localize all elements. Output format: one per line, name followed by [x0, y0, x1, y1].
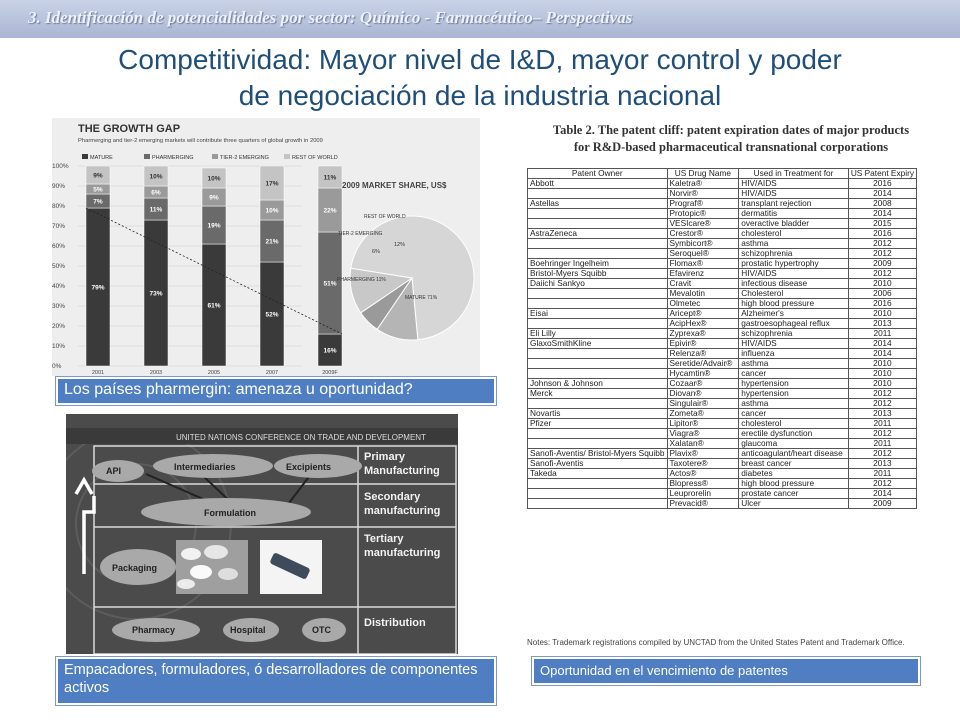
table-row [528, 229, 917, 239]
cell-drug: VESIcare® [667, 219, 739, 229]
cell-expiry: 2016 [848, 299, 916, 309]
bar-value-label: 9% [93, 172, 103, 180]
table-row [528, 369, 917, 379]
cell-treatment: asthma [739, 399, 849, 409]
patent-table-title [525, 122, 937, 156]
cell-treatment: Ulcer [739, 499, 849, 509]
cell-drug: Zometa® [667, 409, 739, 419]
pie-label-rest: REST OF WORLD [364, 214, 406, 220]
table-row [528, 329, 917, 339]
cell-drug: Diovan® [667, 389, 739, 399]
y-tick-label: 80% [52, 203, 66, 210]
node-intermediaries-label: Intermediaries [174, 462, 236, 472]
cell-treatment: cholesterol [739, 229, 849, 239]
cell-owner: Eisai [528, 309, 668, 319]
cell-owner [528, 299, 668, 309]
cell-drug: Leuprorelin [667, 489, 739, 499]
cell-treatment: dermatitis [739, 209, 849, 219]
table-row [528, 199, 917, 209]
patent-cliff-table-panel [525, 118, 937, 648]
cell-treatment: gastroesophageal reflux [739, 319, 849, 329]
y-tick-label: 20% [52, 323, 66, 330]
stage-distribution: Distribution [364, 617, 426, 629]
slide-title-line2: de negociación de la industria nacional [238, 80, 722, 111]
cell-treatment: HIV/AIDS [739, 269, 849, 279]
cell-treatment: overactive bladder [739, 219, 849, 229]
y-tick-label: 10% [52, 343, 66, 350]
cell-drug: Epivir® [667, 339, 739, 349]
cell-expiry: 2012 [848, 249, 916, 259]
table-row [528, 309, 917, 319]
patent-cliff-table [527, 168, 917, 509]
diagram-banner: UNITED NATIONS CONFERENCE ON TRADE AND DEVELOPMENT [176, 433, 426, 442]
bar-value-label: 19% [207, 222, 221, 230]
cell-expiry: 2016 [848, 179, 916, 189]
growth-gap-chart-panel [52, 118, 480, 376]
stage-tertiary: Tertiary manufacturing [364, 533, 441, 559]
cell-drug: Aricept® [667, 309, 739, 319]
cell-expiry: 2011 [848, 469, 916, 479]
pie-pct-rest: 12% [394, 242, 406, 248]
y-tick-label: 100% [52, 163, 69, 170]
cell-drug: Viagra® [667, 429, 739, 439]
cell-drug: Lipitor® [667, 419, 739, 429]
table-row [528, 299, 917, 309]
cell-treatment: prostatic hypertrophy [739, 259, 849, 269]
table-row [528, 429, 917, 439]
bar-value-label: 73% [149, 290, 163, 298]
x-tick-label: 2003 [149, 370, 163, 376]
cell-treatment: breast cancer [739, 459, 849, 469]
bar-value-label: 51% [323, 280, 337, 288]
table-row [528, 269, 917, 279]
x-tick-label: 2007 [265, 370, 279, 376]
bar-value-label: 11% [323, 174, 337, 182]
legend-label-pharmerging: PHARMERGING [152, 155, 194, 161]
bar-value-label: 10% [265, 207, 279, 215]
slide-title-line1: Competitividad: Mayor nivel de I&D, mayor control y poder [118, 44, 842, 75]
cell-treatment: cancer [739, 409, 849, 419]
legend-swatch-rest [284, 154, 290, 159]
cell-drug: Xalatan® [667, 439, 739, 449]
cell-drug: Prograf® [667, 199, 739, 209]
cell-owner [528, 209, 668, 219]
table-row [528, 359, 917, 369]
cell-expiry: 2014 [848, 349, 916, 359]
bar-value-label: 79% [91, 284, 105, 292]
chart-legend [82, 154, 338, 161]
table-row [528, 339, 917, 349]
legend-label-mature: MATURE [90, 155, 113, 161]
cell-drug: Norvir® [667, 189, 739, 199]
stage-primary: Primary Manufacturing [364, 451, 440, 477]
cell-treatment: infectious disease [739, 279, 849, 289]
y-tick-label: 50% [52, 263, 66, 270]
node-packaging-label: Packaging [112, 563, 158, 573]
cell-owner: Bristol-Myers Squibb [528, 269, 668, 279]
col-header-owner: Patent Owner [528, 169, 668, 179]
cell-owner [528, 369, 668, 379]
table-row [528, 439, 917, 449]
cell-treatment: glaucoma [739, 439, 849, 449]
cell-expiry: 2006 [848, 289, 916, 299]
cell-drug: Flomax® [667, 259, 739, 269]
cell-expiry: 2016 [848, 229, 916, 239]
cell-owner: Novartis [528, 409, 668, 419]
cell-expiry: 2014 [848, 209, 916, 219]
pills-photo [176, 540, 248, 594]
cell-expiry: 2013 [848, 459, 916, 469]
table-row [528, 319, 917, 329]
growth-gap-chart [52, 118, 480, 376]
cell-owner: Boehringer Ingelheim [528, 259, 668, 269]
cell-owner [528, 439, 668, 449]
cell-treatment: Alzheimer's [739, 309, 849, 319]
cell-expiry: 2012 [848, 449, 916, 459]
cell-drug: Cravit [667, 279, 739, 289]
cell-expiry: 2012 [848, 269, 916, 279]
cell-owner: GlaxoSmithKline [528, 339, 668, 349]
legend-swatch-pharmerging [144, 154, 150, 159]
pill-5 [177, 579, 195, 589]
node-pharmacy-label: Pharmacy [132, 625, 176, 635]
cell-expiry: 2012 [848, 399, 916, 409]
bar-value-label: 6% [151, 189, 161, 197]
cell-treatment: anticoagulant/heart disease [739, 449, 849, 459]
cell-expiry: 2008 [848, 199, 916, 209]
pill-3 [190, 565, 212, 579]
table-row [528, 409, 917, 419]
table-row [528, 379, 917, 389]
legend-swatch-mature [82, 154, 88, 159]
section-header-text: 3. Identificación de potencialidades por sector: Químico - Farmacéutico– Perspectivas [28, 8, 633, 27]
cell-owner: Daiichi Sankyo [528, 279, 668, 289]
cell-owner: Eli Lilly [528, 329, 668, 339]
bar-value-label: 17% [265, 180, 279, 188]
table-row [528, 179, 917, 189]
cell-expiry: 2014 [848, 339, 916, 349]
cell-treatment: HIV/AIDS [739, 179, 849, 189]
col-header-drug: US Drug Name [667, 169, 739, 179]
cell-treatment: Cholesterol [739, 289, 849, 299]
cell-owner: Pfizer [528, 419, 668, 429]
table-row [528, 249, 917, 259]
table-row [528, 279, 917, 289]
cell-owner [528, 239, 668, 249]
cell-expiry: 2009 [848, 259, 916, 269]
cell-treatment: schizophrenia [739, 249, 849, 259]
cell-treatment: schizophrenia [739, 329, 849, 339]
bar-value-label: 16% [323, 347, 337, 355]
y-tick-label: 30% [52, 303, 66, 310]
cell-owner: Abbott [528, 179, 668, 189]
cell-owner [528, 249, 668, 259]
cell-owner: AstraZeneca [528, 229, 668, 239]
cell-owner: Johnson & Johnson [528, 379, 668, 389]
pill-4 [218, 568, 238, 580]
legend-swatch-tier2 [212, 154, 218, 159]
cell-drug: Taxotere® [667, 459, 739, 469]
cell-drug: Olmetec [667, 299, 739, 309]
cell-drug: Prevacid® [667, 499, 739, 509]
table-row [528, 239, 917, 249]
bar-value-label: 22% [323, 207, 337, 215]
caption-manufacturers: Empacadores, formuladores, ó desarrolladores de componentes activos [56, 657, 496, 705]
chart-heading: THE GROWTH GAP [78, 123, 181, 135]
legend-label-tier2: TIER-2 EMERGING [220, 155, 269, 161]
node-formulation-label: Formulation [204, 508, 256, 518]
y-tick-label: 40% [52, 283, 66, 290]
chart-subtitle: Pharmerging and tier-2 emerging markets will contribute three quarters of global growth in 2009 [78, 138, 323, 144]
bar-value-label: 9% [209, 194, 219, 202]
cell-drug: Crestor® [667, 229, 739, 239]
cell-owner [528, 359, 668, 369]
cell-owner [528, 499, 668, 509]
pie-label-pharmerging: PHARMERGING 11% [337, 277, 386, 283]
y-tick-label: 90% [52, 183, 66, 190]
cell-owner [528, 479, 668, 489]
cell-owner: Astellas [528, 199, 668, 209]
manufacturing-diagram-panel [66, 414, 458, 654]
bar-value-label: 10% [207, 175, 221, 183]
cell-drug: Seroquel® [667, 249, 739, 259]
cell-expiry: 2013 [848, 319, 916, 329]
cell-treatment: transplant rejection [739, 199, 849, 209]
cell-expiry: 2011 [848, 439, 916, 449]
pie-label-tier2: TIER-2 EMERGING [338, 231, 383, 237]
table-row [528, 349, 917, 359]
cell-expiry: 2011 [848, 329, 916, 339]
cell-owner [528, 399, 668, 409]
pill-1 [181, 548, 201, 560]
table-row [528, 449, 917, 459]
table-row [528, 459, 917, 469]
cell-treatment: HIV/AIDS [739, 189, 849, 199]
pill-2 [204, 545, 228, 559]
caption-patents: Oportunidad en el vencimiento de patentes [532, 657, 920, 685]
cell-drug: Kaletra® [667, 179, 739, 189]
cell-drug: Actos® [667, 469, 739, 479]
cell-expiry: 2014 [848, 489, 916, 499]
cell-drug: AcipHex® [667, 319, 739, 329]
node-hospital-label: Hospital [230, 625, 266, 635]
cell-expiry: 2010 [848, 359, 916, 369]
patent-table-title-line2: for R&D-based pharmaceutical transnational corporations [573, 140, 889, 154]
cell-treatment: HIV/AIDS [739, 339, 849, 349]
table-row [528, 499, 917, 509]
slide-title [40, 42, 920, 114]
cell-treatment: asthma [739, 359, 849, 369]
cell-owner [528, 319, 668, 329]
cell-expiry: 2012 [848, 429, 916, 439]
patent-table-note: Notes: Trademark registrations compiled by UNCTAD from the United States Patent and Trademark Office. [527, 638, 905, 647]
caption-pharmerging: Los países pharmergin: amenaza u oportunidad? [56, 377, 496, 405]
col-header-treatment: Used in Treatment for [739, 169, 849, 179]
pie-pct-tier2: 6% [372, 249, 380, 255]
section-header-bar [0, 0, 960, 38]
inhaler-photo [260, 540, 322, 594]
cell-treatment: diabetes [739, 469, 849, 479]
cell-drug: Plavix® [667, 449, 739, 459]
bar-value-label: 21% [265, 238, 279, 246]
cell-drug: Singulair® [667, 399, 739, 409]
cell-owner: Sanofi-Aventis [528, 459, 668, 469]
cell-owner: Takeda [528, 469, 668, 479]
cell-expiry: 2010 [848, 309, 916, 319]
table-row [528, 479, 917, 489]
cell-expiry: 2009 [848, 499, 916, 509]
cell-treatment: hypertension [739, 389, 849, 399]
cell-expiry: 2010 [848, 369, 916, 379]
pie-title: 2009 MARKET SHARE, US$ [342, 181, 447, 190]
table-row [528, 419, 917, 429]
table-row [528, 489, 917, 499]
cell-drug: Symbicort® [667, 239, 739, 249]
x-tick-label: 2009F [322, 370, 338, 376]
bar-value-label: 11% [149, 206, 163, 214]
bar-value-label: 10% [149, 173, 163, 181]
cell-owner [528, 289, 668, 299]
node-otc-label: OTC [312, 625, 331, 635]
cell-treatment: erectile dysfunction [739, 429, 849, 439]
cell-expiry: 2015 [848, 219, 916, 229]
cell-treatment: hypertension [739, 379, 849, 389]
manufacturing-diagram [66, 414, 458, 654]
bar-value-label: 61% [207, 302, 221, 310]
cell-expiry: 2011 [848, 419, 916, 429]
cell-drug: Hycamtin® [667, 369, 739, 379]
cell-expiry: 2010 [848, 279, 916, 289]
cell-expiry: 2010 [848, 379, 916, 389]
cell-drug: Protopic® [667, 209, 739, 219]
table-row [528, 289, 917, 299]
table-row [528, 399, 917, 409]
y-tick-label: 60% [52, 243, 66, 250]
cell-treatment: high blood pressure [739, 479, 849, 489]
legend-label-rest: REST OF WORLD [292, 155, 338, 161]
x-tick-label: 2001 [91, 370, 105, 376]
bar-value-label: 52% [265, 311, 279, 319]
cell-treatment: influenza [739, 349, 849, 359]
cell-treatment: prostate cancer [739, 489, 849, 499]
cell-owner [528, 429, 668, 439]
cell-owner [528, 349, 668, 359]
cell-drug: Seretide/Advair® [667, 359, 739, 369]
x-tick-label: 2005 [207, 370, 221, 376]
bar-value-label: 7% [93, 198, 103, 206]
table-row [528, 189, 917, 199]
cell-owner: Sanofi-Aventis/ Bristol-Myers Squibb [528, 449, 668, 459]
cell-drug: Blopress® [667, 479, 739, 489]
cell-expiry: 2012 [848, 389, 916, 399]
table-row [528, 469, 917, 479]
cell-owner [528, 489, 668, 499]
col-header-expiry: US Patent Expiry [848, 169, 916, 179]
table-row [528, 259, 917, 269]
y-tick-label: 70% [52, 223, 66, 230]
cell-owner [528, 189, 668, 199]
cell-treatment: high blood pressure [739, 299, 849, 309]
cell-expiry: 2012 [848, 239, 916, 249]
table-row [528, 209, 917, 219]
cell-drug: Efavirenz [667, 269, 739, 279]
stage-secondary: Secondary manufacturing [364, 491, 441, 517]
cell-expiry: 2014 [848, 189, 916, 199]
table-row [528, 219, 917, 229]
bar-value-label: 5% [93, 186, 103, 194]
cell-owner: Merck [528, 389, 668, 399]
node-excipients-label: Excipients [286, 462, 332, 472]
cell-drug: Relenza® [667, 349, 739, 359]
patent-table-header-row [528, 169, 917, 179]
pie-label-mature: MATURE 71% [405, 295, 438, 301]
node-api-label: API [106, 466, 122, 476]
y-tick-label: 0% [52, 363, 62, 370]
patent-table-title-line1: Table 2. The patent cliff: patent expiration dates of major products [552, 123, 910, 137]
cell-drug: Zyprexa® [667, 329, 739, 339]
cell-treatment: cancer [739, 369, 849, 379]
cell-owner [528, 219, 668, 229]
cell-drug: Cozaar® [667, 379, 739, 389]
cell-drug: Mevalotin [667, 289, 739, 299]
cell-treatment: asthma [739, 239, 849, 249]
cell-expiry: 2013 [848, 409, 916, 419]
cell-expiry: 2012 [848, 479, 916, 489]
cell-treatment: cholesterol [739, 419, 849, 429]
table-row [528, 389, 917, 399]
